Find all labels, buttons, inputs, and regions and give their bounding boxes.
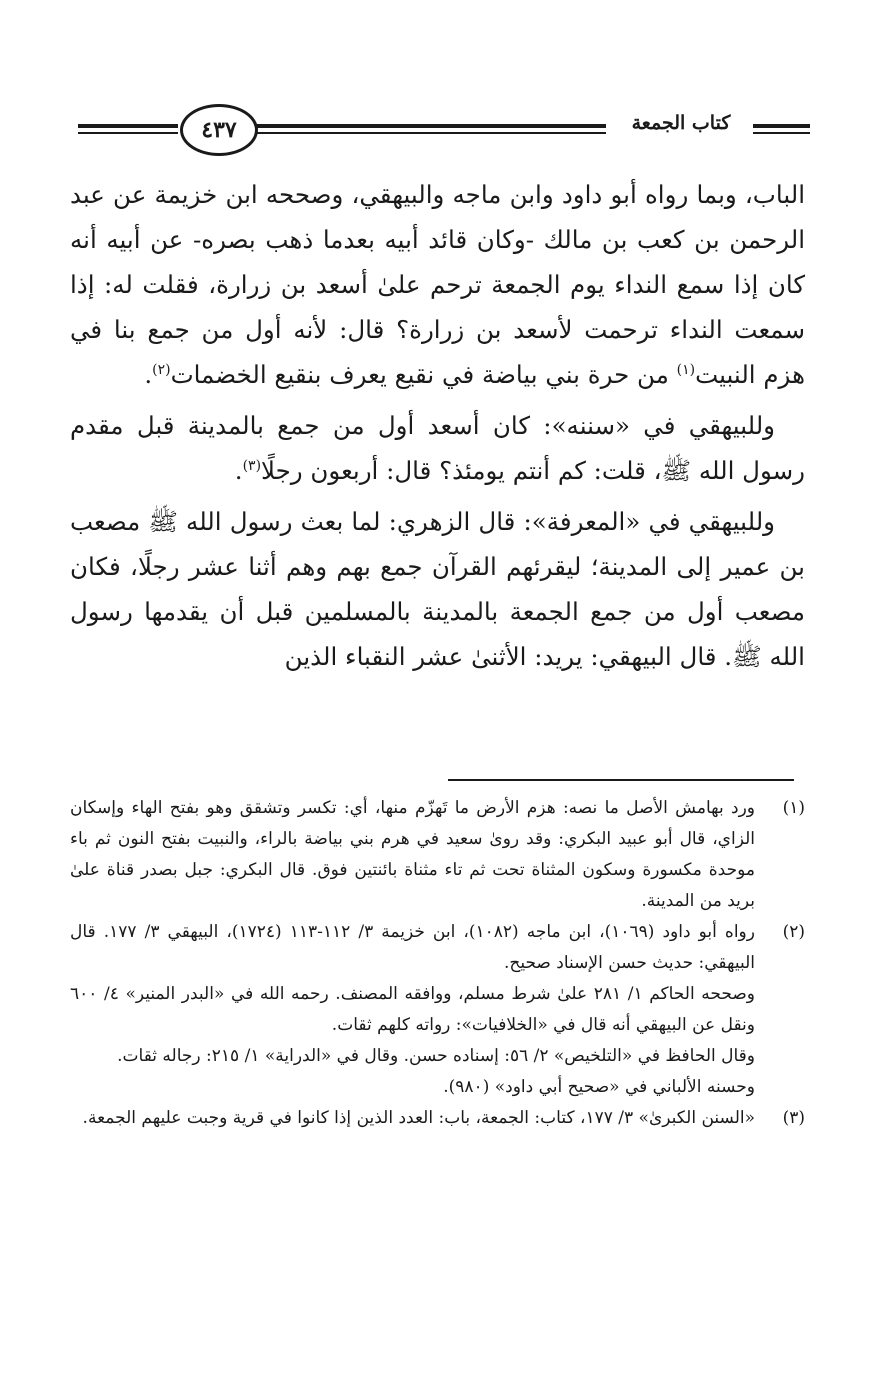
footnote-text: وصححه الحاكم ١/ ٢٨١ علىٰ شرط مسلم، ووافقه المصنف. رحمه الله في «البدر المنير» ٤/ ٦٠٠ ونقل عن البيهقي أنه قال في «الخلافيات»: رواته كلهم ثقات.	[70, 984, 755, 1035]
header-rule-middle-thin	[256, 132, 606, 134]
paragraph-text: .	[234, 456, 243, 485]
footnote-text: «السنن الكبرىٰ» ٣/ ١٧٧، كتاب: الجمعة، باب: العدد الذين إذا كانوا في قرية وجبت عليهم الجمعة.	[82, 1108, 755, 1128]
footnote-text: ورد بهامش الأصل ما نصه: هزم الأرض ما تَهزّم منها، أي: تكسر وتشقق وهو بفتح الهاء وإسكان الزاي، قال أبو عبيد البكري: وقد رویٰ سعيد في هرم بني بياضة بالراء، والنبيت بفتح النون ثم باء موحدة مكسورة وسكون المثناة تحت ثم تاء مثناة بائنتين فوق. قال البكري: جبل بصدر قناة علىٰ بريد من المدينة.	[70, 798, 755, 911]
main-text	[70, 172, 805, 685]
paragraph-text: وللبيهقي في «سننه»: كان أسعد أول من جمع بالمدينة قبل مقدم رسول الله ﷺ، قلت: كم أنتم يومئذ؟ قال: أربعون رجلًا	[70, 411, 805, 485]
footnote	[70, 1103, 805, 1134]
footnote-number: (٣)	[782, 1108, 805, 1128]
footnote	[70, 917, 805, 1103]
footnote	[70, 793, 805, 917]
paragraph	[70, 403, 805, 493]
header-rule-middle	[256, 124, 606, 128]
paragraph-text: الباب، وبما رواه أبو داود وابن ماجه والبيهقي، وصححه ابن خزيمة عن عبد الرحمن بن كعب بن مالك -وكان قائد أبيه بعدما ذهب بصره- عن أبيه أنه كان إذا سمع النداء يوم الجمعة ترحم علىٰ أسعد بن زرارة، فقلت له: إذا سمعت النداء ترحمت لأسعد بن زرارة؟ قال: لأنه أول من جمع بنا في هزم النبيت	[70, 180, 805, 389]
header-rule-left	[78, 124, 178, 128]
footnote-body	[70, 917, 755, 1103]
paragraph	[70, 499, 805, 679]
paragraph-text: وللبيهقي في «المعرفة»: قال الزهري: لما بعث رسول الله ﷺ مصعب بن عمير إلى المدينة؛ ليقرئهم القرآن جمع بهم وهم أثنا عشر رجلًا، فكان مصعب أول من جمع الجمعة بالمدينة بالمسلمين قبل أن يقدمها رسول الله ﷺ. قال البيهقي: يريد: الأثنىٰ عشر النقباء الذين	[70, 507, 805, 671]
footnote-number: (١)	[782, 798, 805, 818]
paragraph-text: من حرة بني بياضة في نقيع يعرف بنقيع الخضمات	[170, 360, 677, 389]
footnote-text: وقال الحافظ في «التلخيص» ٢/ ٥٦: إسناده حسن. وقال في «الدراية» ١/ ٢١٥: رجاله ثقات.	[117, 1046, 755, 1066]
footnote-text: رواه أبو داود (١٠٦٩)، ابن ماجه (١٠٨٢)، ابن خزيمة ٣/ ١١٢-١١٣ (١٧٢٤)، البيهقي ٣/ ١٧٧. قال البيهقي: حديث حسن الإسناد صحيح.	[70, 922, 755, 973]
footnote-ref: (١)	[676, 361, 696, 378]
header-rule-left-thin	[78, 132, 178, 134]
footnote-separator	[448, 779, 794, 781]
running-title: كتاب الجمعة	[631, 112, 731, 134]
footnote-ref: (٣)	[242, 457, 262, 474]
header-rule-right	[753, 124, 810, 128]
footnotes	[70, 793, 805, 1134]
page-header	[70, 100, 810, 158]
footnote-text: وحسنه الألباني في «صحيح أبي داود» (٩٨٠).	[443, 1077, 755, 1097]
footnote-body	[70, 793, 755, 917]
header-rule-right-thin	[753, 132, 810, 134]
footnote-body	[70, 1103, 755, 1134]
footnote-ref: (٢)	[152, 361, 171, 378]
page-number: ٤٣٧	[180, 104, 258, 156]
paragraph	[70, 172, 805, 397]
paragraph-text: .	[144, 360, 153, 389]
footnote-number: (٢)	[782, 922, 805, 942]
